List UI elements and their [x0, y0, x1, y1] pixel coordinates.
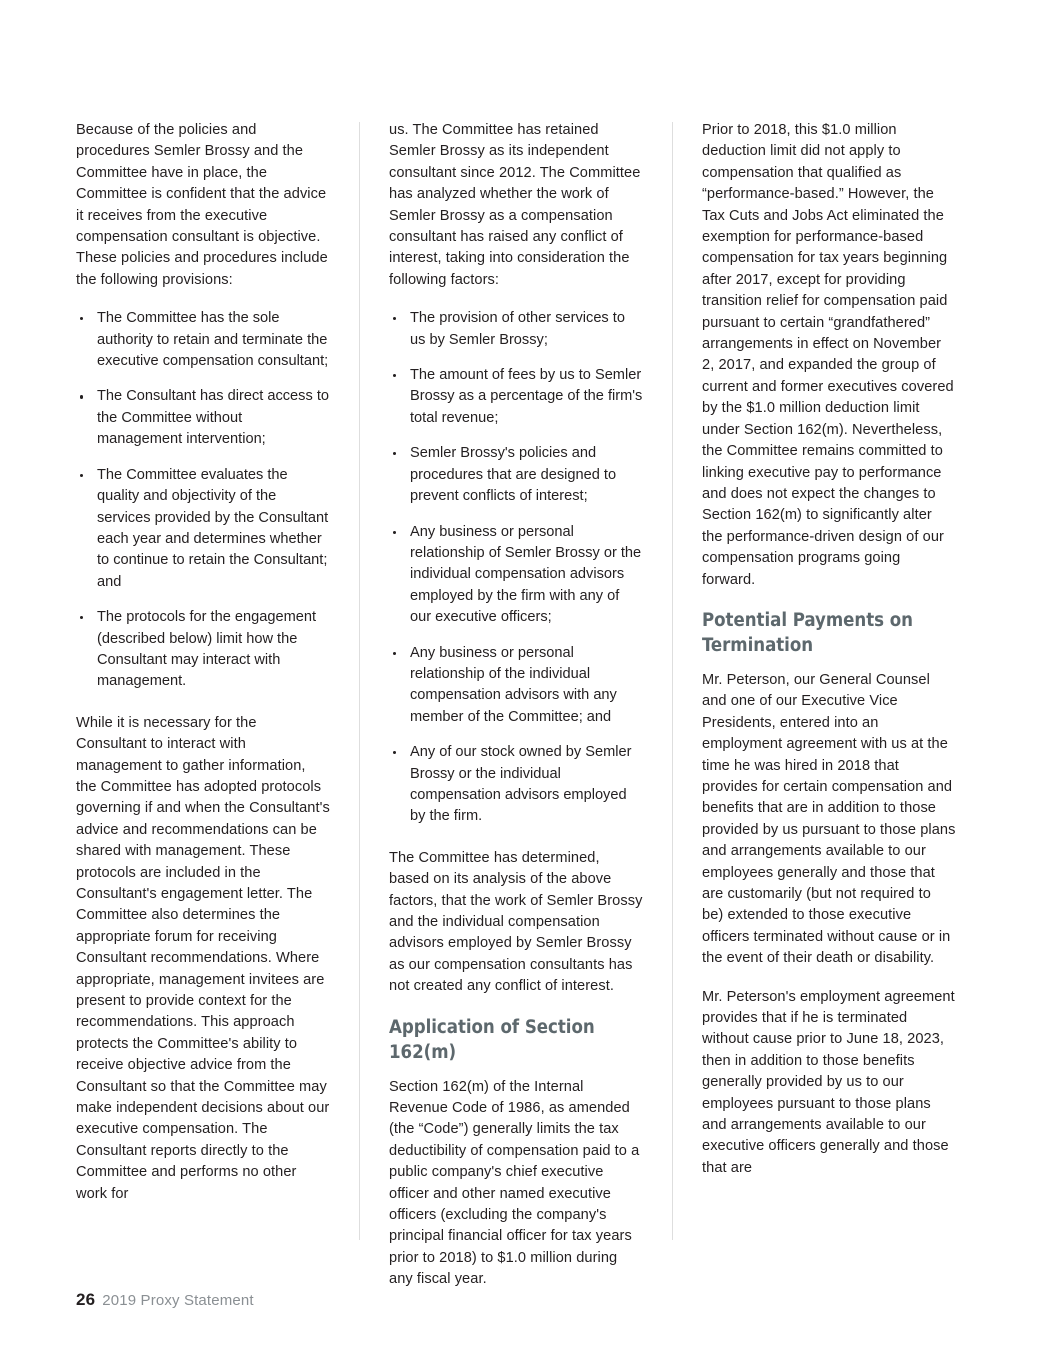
- bullet-dot-icon: [393, 751, 396, 754]
- list-item-text: Any business or personal relationship of Semler Brossy or the individual compensation advisors employed by the firm with any of our executive officers;: [410, 523, 642, 626]
- list-item-text: Any business or personal relationship of the individual compensation advisors with any member of the Committee; and: [410, 644, 617, 725]
- list-item: [389, 522, 643, 629]
- column-divider-rule: [672, 122, 673, 1240]
- list-item-text: Any of our stock owned by Semler Brossy or the individual compensation advisors employed by the firm.: [410, 744, 632, 825]
- paragraph: The Committee has determined, based on its analysis of the above factors, that the work of Semler Brossy and the individual compensation advisors employed by Semler Brossy as our compensation consultants has not created any conflict of interest.: [389, 849, 643, 995]
- list-item: [389, 365, 643, 429]
- text-column-3: [702, 120, 956, 1250]
- paragraph: us. The Committee has retained Semler Brossy as its independent consultant since 2012. The Committee has analyzed whether the work of Semler Brossy as a compensation consultant has raised any conflict of interest, taking into consideration the following factors:: [389, 122, 641, 288]
- bullet-dot-icon: [393, 374, 396, 377]
- bullet-list-conflict-factors: [389, 308, 643, 828]
- column-gutter-2: [643, 120, 702, 1250]
- text-column-2: [389, 120, 643, 1288]
- text-column-1: [76, 120, 330, 1250]
- footer-document-title: 2019 Proxy Statement: [102, 1292, 254, 1309]
- list-item: [389, 643, 643, 729]
- list-item: [76, 465, 330, 593]
- bullet-list-independence-provisions: [76, 308, 330, 693]
- list-item-text: The Committee has the sole authority to retain and terminate the executive compensation consultant;: [97, 310, 329, 370]
- three-column-text-body: [76, 120, 956, 1288]
- list-item-text: The protocols for the engagement (described below) limit how the Consultant may interact with management.: [97, 609, 317, 690]
- list-item-text: The Committee evaluates the quality and objectivity of the services provided by the Consultant each year and determines whether to continue to retain the Consultant; and: [97, 466, 329, 590]
- list-item-text: Semler Brossy's policies and procedures that are designed to prevent conflicts of interest;: [410, 445, 617, 505]
- page-footer: [76, 1290, 254, 1310]
- list-item: [76, 386, 330, 450]
- list-item-text: The Consultant has direct access to the Committee without management intervention;: [97, 388, 329, 448]
- paragraph: Section 162(m) of the Internal Revenue Code of 1986, as amended (the “Code”) generally limits the tax deductibility of compensation paid to a public company's chief executive officer and other named executive officers (excluding the company's principal financial officer for tax years prior to 2018) to $1.0 million during any fiscal year.: [389, 1078, 640, 1288]
- list-item-text: The amount of fees by us to Semler Brossy as a percentage of the firm's total revenue;: [410, 367, 643, 426]
- bullet-dot-icon: [393, 452, 396, 455]
- bullet-dot-icon: [80, 474, 83, 477]
- list-item: [76, 607, 330, 693]
- paragraph: While it is necessary for the Consultant to interact with management to gather information, the Committee has adopted protocols governing if and when the Consultant's advice and recommendations can be shared with management. These protocols are included in the Consultant's engagement letter. The Committee also determines the appropriate forum for receiving Consultant recommendations. Where appropriate, management invitees are present to provide context for the recommendations. This approach protects the Committee's ability to receive objective advice from the Consultant so that the Committee may make independent decisions about our executive compensation. The Consultant reports directly to the Committee and performs no other work for: [76, 714, 330, 1202]
- paragraph: Prior to 2018, this $1.0 million deduction limit did not apply to compensation that qualified as “performance-based.” However, the Tax Cuts and Jobs Act eliminated the exemption for performance-based compensation for tax years beginning after 2017, except for providing transition relief for compensation paid pursuant to certain “grandfathered” arrangements in effect on November 2, 2017, and expanded the group of current and former executives covered by the $1.0 million deduction limit under Section 162(m). Nevertheless, the Committee remains committed to linking executive pay to performance and does not expect the changes to Section 162(m) to significantly alter the performance-driven design of our compensation programs going forward.: [702, 122, 954, 588]
- column-gutter-1: [330, 120, 389, 1250]
- column-divider-rule: [359, 122, 360, 1240]
- bullet-dot-icon: [80, 395, 83, 398]
- list-item: [389, 443, 643, 507]
- paragraph: Because of the policies and procedures Semler Brossy and the Committee have in place, the Committee is confident that the advice it receives from the executive compensation consultant is objective. These policies and procedures include the following provisions:: [76, 122, 328, 288]
- page-number: 26: [76, 1290, 96, 1309]
- bullet-dot-icon: [80, 616, 83, 619]
- bullet-dot-icon: [80, 317, 83, 320]
- bullet-dot-icon: [393, 317, 396, 320]
- list-item-text: The provision of other services to us by Semler Brossy;: [410, 310, 625, 348]
- paragraph: Mr. Peterson's employment agreement provides that if he is terminated without cause prior to June 18, 2023, then in addition to those benefits generally provided by us to our employees pursuant to those plans and arrangements available to our executive officers generally and those that are: [702, 988, 955, 1176]
- list-item: [389, 308, 643, 351]
- list-item: [389, 742, 643, 828]
- section-heading-potential-payments-on-termination: Potential Payments on Termination: [702, 609, 913, 656]
- paragraph: Mr. Peterson, our General Counsel and one of our Executive Vice Presidents, entered into an employment agreement with us at the time he was hired in 2018 that provides for certain compensation and benefits that are in addition to those provided by us pursuant to those plans and arrangements available to our employees generally and those that are customarily (but not required to be) extended to those executive officers terminated without cause or in the event of their death or disability.: [702, 671, 956, 967]
- list-item: [76, 308, 330, 372]
- section-heading-application-of-section-162m: Application of Section 162(m): [389, 1016, 595, 1063]
- bullet-dot-icon: [393, 652, 396, 655]
- bullet-dot-icon: [393, 531, 396, 534]
